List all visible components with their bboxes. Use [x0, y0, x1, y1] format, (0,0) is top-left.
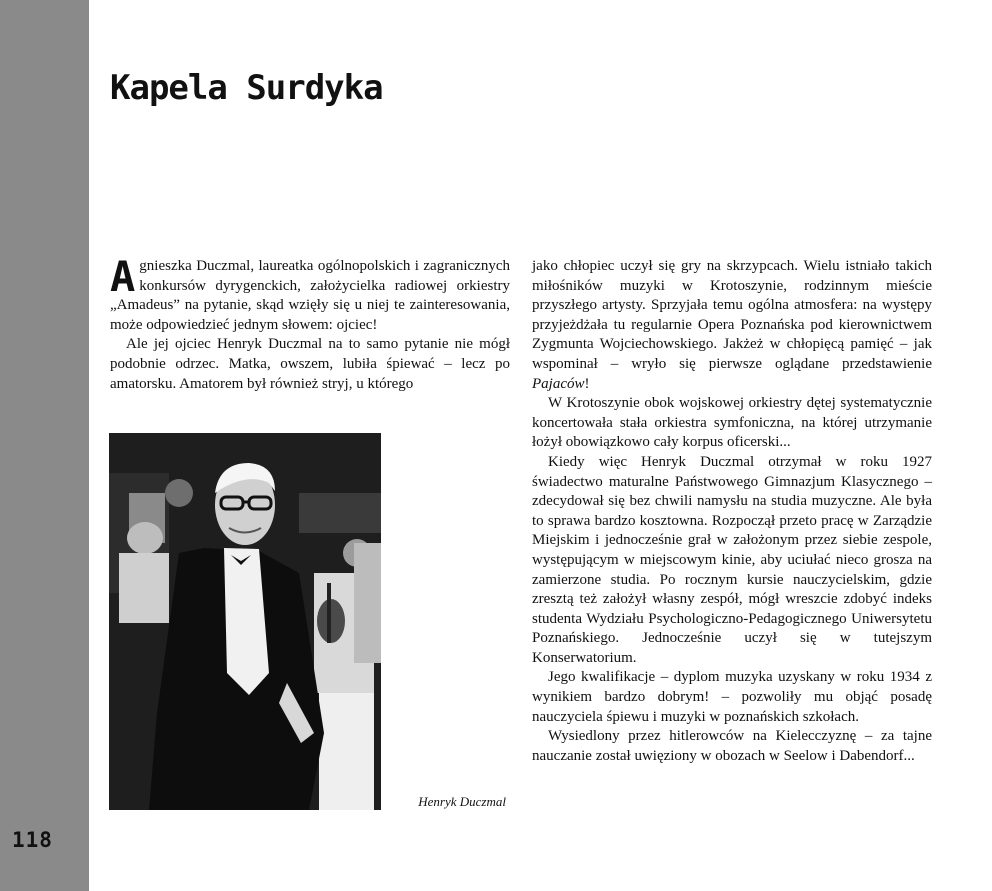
paragraph-7: Wysiedlony przez hitlerowców na Kielecczyznę – za tajne nauczanie został uwięziony w obozach w Seelow i Dabendorf...	[532, 728, 932, 764]
portrait-photo	[109, 433, 381, 810]
right-column	[532, 257, 932, 766]
paragraph-6: Jego kwalifikacje – dyplom muzyka uzyskany w roku 1934 z wynikiem bardzo dobrym! – pozwoliły mu objąć posadę nauczyciela śpiewu i muzyki w poznańskich szkołach.	[532, 669, 932, 725]
paragraph-4: W Krotoszynie obok wojskowej orkiestry dętej systematycznie koncertowała stała orkiestra symfoniczna, na której utrzymanie łożył obowiązkowo cały korpus oficerski...	[532, 395, 932, 451]
paragraph-1-text: gnieszka Duczmal, laureatka ogólnopolskich i zagranicznych konkursów dyrygenckich, założycielka radiowej orkiestry „Amadeus” na pytanie, skąd wzięły się u niej te zainteresowania, może odpowiedzieć jednym słowem: ojciec!	[110, 258, 510, 333]
drop-cap: A	[110, 252, 136, 301]
paragraph-3	[532, 257, 932, 394]
margin-band	[0, 0, 89, 891]
paragraph-3-text: jako chłopiec uczył się gry na skrzypcach. Wielu istniało takich miłośników muzyki w Krotoszynie, rodzinnym mieście przyszłego artysty. Sprzyjała temu ogólna atmosfera: na występy przyjeżdżała tu regularnie Opera Poznańska pod kierownictwem Zygmunta Wojciechowskiego. Jakżeż w chłopięcą pamięć – jak wspominał – wryło się pierwsze oglądane przedstawienie	[532, 258, 932, 372]
chapter-title: Kapela Surdyka	[110, 68, 383, 108]
page-number: 118	[12, 828, 53, 852]
photo-caption: Henryk Duczmal	[418, 794, 506, 809]
paragraph-1	[110, 252, 510, 335]
paragraph-2: Ale jej ojciec Henryk Duczmal na to samo pytanie nie mógł podobnie odrzec. Matka, owszem, lubiła śpiewać – lecz po amatorsku. Amatorem był również stryj, u którego	[110, 336, 510, 392]
paragraph-3-end: !	[584, 375, 590, 392]
opera-title: Pajaców	[532, 375, 585, 392]
left-column	[110, 252, 510, 394]
paragraph-5: Kiedy więc Henryk Duczmal otrzymał w roku 1927 świadectwo maturalne Państwowego Gimnazjum Klasycznego – zdecydował się bez chwili namysłu na studia muzyczne. Ale była to sprawa bardzo kosztowna. Rozpoczął przeto pracę w Zarządzie Miejskim i jednocześnie grał w założonym przez siebie zespole, występującym w miejscowym kinie, aby uciułać nieco grosza na zamierzone studia. Po rocznym kursie nauczycielskim, gdzie zresztą też założył własny zespół, mógł wreszcie zdobyć indeks studenta Wydziału Psychologiczno-Pedagogicznego Uniwersytetu Poznańskiego. Jednocześnie uczył się w tutejszym Konserwatorium.	[532, 453, 932, 666]
